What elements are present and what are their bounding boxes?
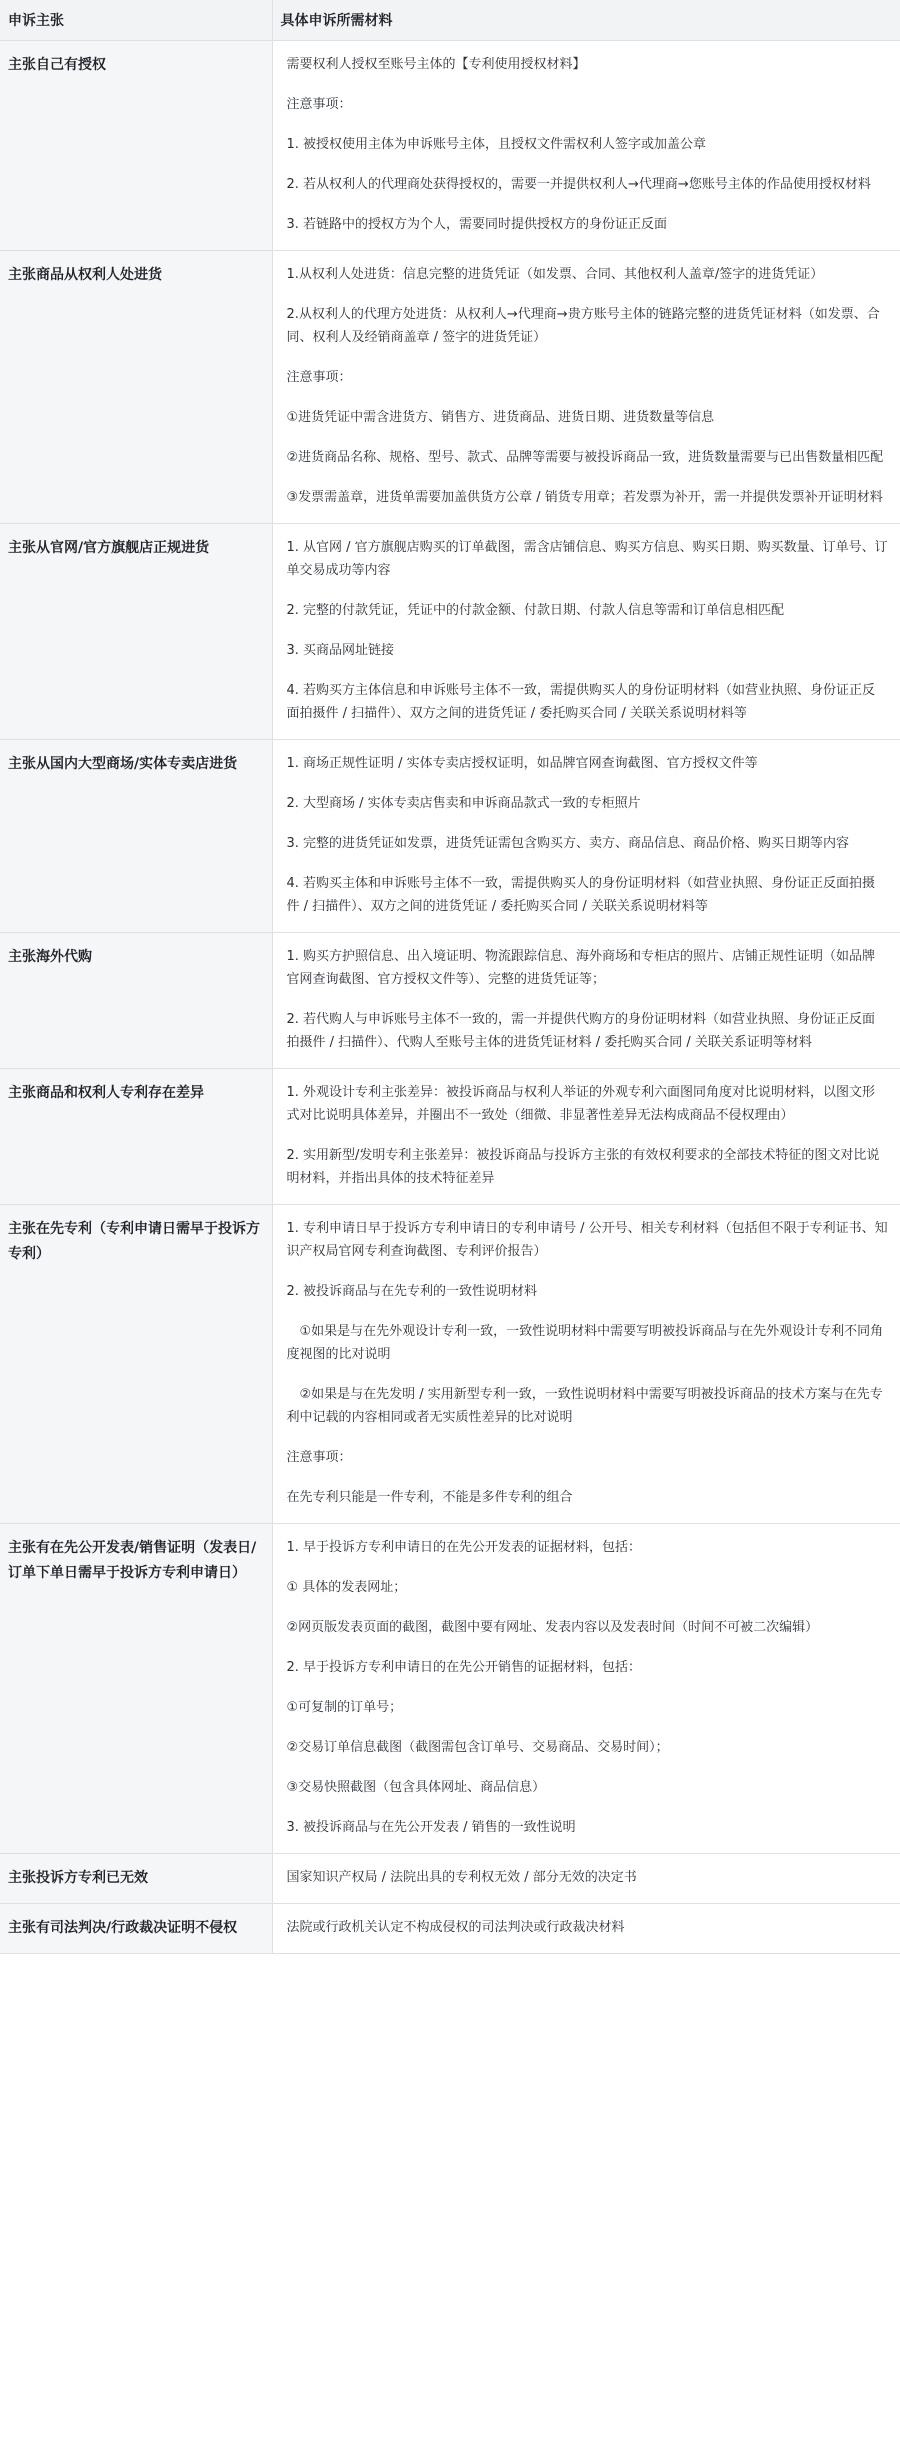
claim-cell: 主张从官网/官方旗舰店正规进货 — [0, 524, 272, 740]
materials-cell — [272, 1069, 900, 1205]
material-paragraph: 2. 大型商场 / 实体专卖店售卖和申诉商品款式一致的专柜照片 — [286, 796, 641, 811]
claim-cell: 主张在先专利（专利申请日需早于投诉方专利） — [0, 1205, 272, 1524]
materials-cell — [272, 933, 900, 1069]
table-row — [0, 933, 900, 1069]
material-paragraph: 在先专利只能是一件专利，不能是多件专利的组合 — [286, 1490, 573, 1505]
header-materials: 具体申诉所需材料 — [272, 0, 900, 41]
materials-cell — [272, 1205, 900, 1524]
material-paragraph: 法院或行政机关认定不构成侵权的司法判决或行政裁决材料 — [286, 1920, 625, 1935]
material-paragraph: 需要权利人授权至账号主体的【专利使用授权材料】 — [286, 57, 586, 72]
material-paragraph: 国家知识产权局 / 法院出具的专利权无效 / 部分无效的决定书 — [286, 1870, 637, 1885]
material-paragraph: ②网页版发表页面的截图，截图中要有网址、发表内容以及发表时间（时间不可被二次编辑） — [286, 1620, 819, 1635]
materials-cell — [272, 524, 900, 740]
table-row — [0, 1069, 900, 1205]
table-row — [0, 1205, 900, 1524]
materials-cell — [272, 41, 900, 251]
material-paragraph: ①如果是与在先外观设计专利一致，一致性说明材料中需要写明被投诉商品与在先外观设计专利不同角度视图的比对说明 — [286, 1324, 884, 1362]
material-paragraph: 4. 若购买方主体信息和申诉账号主体不一致，需提供购买人的身份证明材料（如营业执照、身份证正反面拍摄件 / 扫描件）、双方之间的进货凭证 / 委托购买合同 / 关联关系说明材料等 — [286, 683, 876, 721]
materials-cell — [272, 740, 900, 933]
table-row — [0, 1854, 900, 1904]
materials-cell — [272, 251, 900, 524]
claim-cell: 主张海外代购 — [0, 933, 272, 1069]
table-header — [0, 0, 900, 41]
claim-cell: 主张商品和权利人专利存在差异 — [0, 1069, 272, 1205]
materials-cell — [272, 1524, 900, 1854]
material-paragraph: 4. 若购买主体和申诉账号主体不一致，需提供购买人的身份证明材料（如营业执照、身份证正反面拍摄件 / 扫描件）、双方之间的进货凭证 / 委托购买合同 / 关联关系说明材料等 — [286, 876, 876, 914]
material-paragraph: 1. 早于投诉方专利申请日的在先公开发表的证据材料，包括： — [286, 1540, 642, 1555]
material-paragraph: ①可复制的订单号； — [286, 1700, 403, 1715]
claim-cell: 主张投诉方专利已无效 — [0, 1854, 272, 1904]
claim-cell: 主张有在先公开发表/销售证明（发表日/订单下单日需早于投诉方专利申请日） — [0, 1524, 272, 1854]
claim-cell: 主张从国内大型商场/实体专卖店进货 — [0, 740, 272, 933]
material-paragraph: 1. 从官网 / 官方旗舰店购买的订单截图，需含店铺信息、购买方信息、购买日期、购买数量、订单号、订单交易成功等内容 — [286, 540, 888, 578]
table-row — [0, 251, 900, 524]
material-paragraph: 3. 买商品网址链接 — [286, 643, 395, 658]
material-paragraph: ②交易订单信息截图（截图需包含订单号、交易商品、交易时间）； — [286, 1740, 669, 1755]
material-paragraph: 2. 若从权利人的代理商处获得授权的，需要一并提供权利人→代理商→您账号主体的作品使用授权材料 — [286, 177, 871, 192]
material-paragraph: 2. 被投诉商品与在先专利的一致性说明材料 — [286, 1284, 538, 1299]
material-paragraph: 2.从权利人的代理方处进货：从权利人→代理商→贵方账号主体的链路完整的进货凭证材料（如发票、合同、权利人及经销商盖章 / 签字的进货凭证） — [286, 307, 880, 345]
claim-cell: 主张商品从权利人处进货 — [0, 251, 272, 524]
material-paragraph: ②如果是与在先发明 / 实用新型专利一致，一致性说明材料中需要写明被投诉商品的技术方案与在先专利中记载的内容相同或者无实质性差异的比对说明 — [286, 1387, 883, 1425]
material-paragraph: 1. 购买方护照信息、出入境证明、物流跟踪信息、海外商场和专柜店的照片、店铺正规性证明（如品牌官网查询截图、官方授权文件等）、完整的进货凭证等； — [286, 949, 876, 987]
material-paragraph: 1. 被授权使用主体为申诉账号主体，且授权文件需权利人签字或加盖公章 — [286, 137, 707, 152]
table-row — [0, 41, 900, 251]
material-paragraph: 2. 若代购人与申诉账号主体不一致的，需一并提供代购方的身份证明材料（如营业执照、身份证正反面拍摄件 / 扫描件）、代购人至账号主体的进货凭证材料 / 委托购买合同 / 关联关系证明等材料 — [286, 1012, 876, 1050]
table-row — [0, 740, 900, 933]
material-paragraph: 注意事项： — [286, 97, 352, 112]
material-paragraph: 1. 外观设计专利主张差异：被投诉商品与权利人举证的外观专利六面图同角度对比说明材料，以图文形式对比说明具体差异，并圈出不一致处（细微、非显著性差异无法构成商品不侵权理由） — [286, 1085, 876, 1123]
table-row — [0, 1904, 900, 1954]
material-paragraph: 3. 若链路中的授权方为个人，需要同时提供授权方的身份证正反面 — [286, 217, 668, 232]
material-paragraph: 2. 完整的付款凭证，凭证中的付款金额、付款日期、付款人信息等需和订单信息相匹配 — [286, 603, 785, 618]
claim-cell: 主张自己有授权 — [0, 41, 272, 251]
materials-cell — [272, 1854, 900, 1904]
table-body — [0, 41, 900, 1954]
header-row — [0, 0, 900, 41]
material-paragraph: 1. 商场正规性证明 / 实体专卖店授权证明，如品牌官网查询截图、官方授权文件等 — [286, 756, 758, 771]
material-paragraph: 3. 被投诉商品与在先公开发表 / 销售的一致性说明 — [286, 1820, 576, 1835]
material-paragraph: ① 具体的发表网址； — [286, 1580, 407, 1595]
material-paragraph: 3. 完整的进货凭证如发票，进货凭证需包含购买方、卖方、商品信息、商品价格、购买日期等内容 — [286, 836, 850, 851]
materials-cell — [272, 1904, 900, 1954]
material-paragraph: ①进货凭证中需含进货方、销售方、进货商品、进货日期、进货数量等信息 — [286, 410, 715, 425]
material-paragraph: ③发票需盖章，进货单需要加盖供货方公章 / 销货专用章；若发票为补开，需一并提供发票补开证明材料 — [286, 490, 883, 505]
material-paragraph: 注意事项： — [286, 370, 352, 385]
material-paragraph: ②进货商品名称、规格、型号、款式、品牌等需要与被投诉商品一致，进货数量需要与已出售数量相匹配 — [286, 450, 884, 465]
material-paragraph: 1.从权利人处进货：信息完整的进货凭证（如发票、合同、其他权利人盖章/签字的进货凭证） — [286, 267, 824, 282]
header-claim: 申诉主张 — [0, 0, 272, 41]
material-paragraph: 1. 专利申请日早于投诉方专利申请日的专利申请号 / 公开号、相关专利材料（包括但不限于专利证书、知识产权局官网专利查询截图、专利评价报告） — [286, 1221, 888, 1259]
material-paragraph: 2. 早于投诉方专利申请日的在先公开销售的证据材料，包括： — [286, 1660, 642, 1675]
material-paragraph: 注意事项： — [286, 1450, 352, 1465]
table-row — [0, 1524, 900, 1854]
claim-cell: 主张有司法判决/行政裁决证明不侵权 — [0, 1904, 272, 1954]
material-paragraph: ③交易快照截图（包含具体网址、商品信息） — [286, 1780, 546, 1795]
material-paragraph: 2. 实用新型/发明专利主张差异：被投诉商品与投诉方主张的有效权利要求的全部技术特征的图文对比说明材料，并指出具体的技术特征差异 — [286, 1148, 880, 1186]
table-row — [0, 524, 900, 740]
